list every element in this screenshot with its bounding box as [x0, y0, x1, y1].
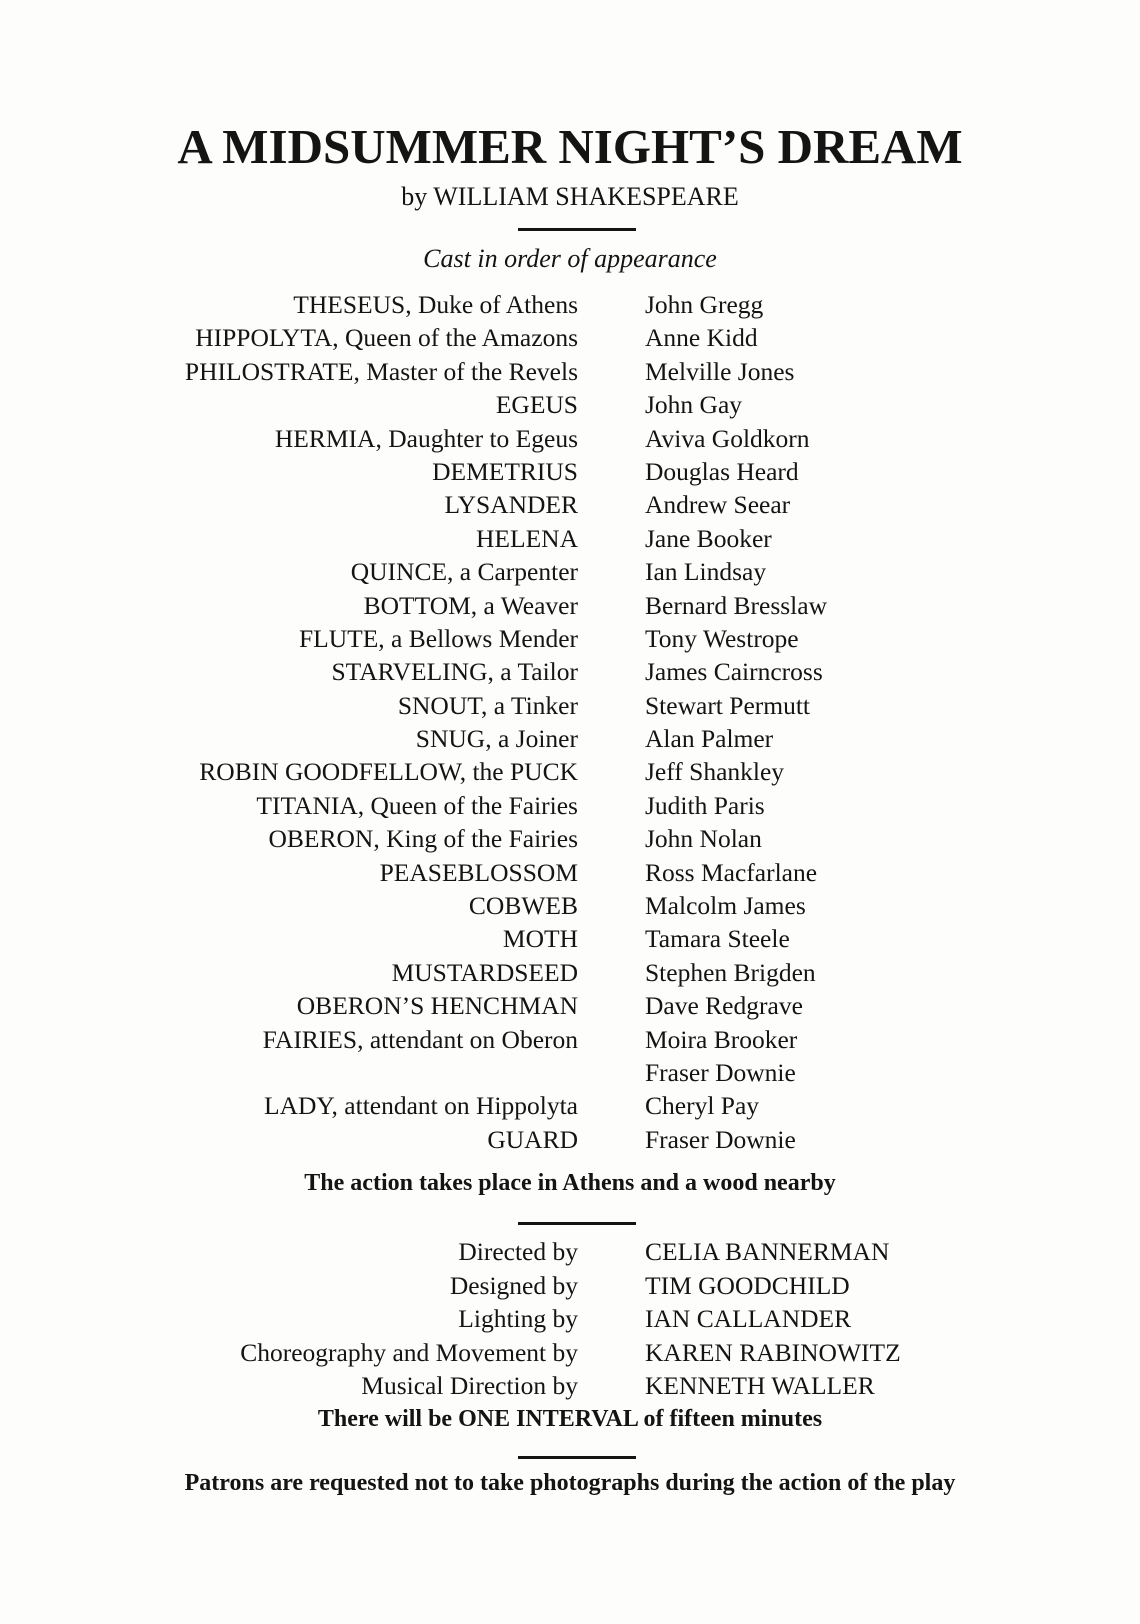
cast-row-role: BOTTOM, a Weaver — [363, 590, 578, 620]
credit-row-role: Directed by — [458, 1237, 578, 1266]
cast-row-role: HERMIA, Daughter to Egeus — [274, 423, 578, 453]
cast-row — [0, 589, 1140, 622]
cast-row-name: Stephen Brigden — [645, 957, 816, 987]
divider-rule — [518, 1456, 636, 1459]
cast-row-name: Ross Macfarlane — [645, 857, 818, 887]
cast-row-name: Aviva Goldkorn — [645, 423, 810, 453]
cast-row — [0, 989, 1140, 1022]
divider-rule — [518, 228, 636, 231]
cast-row — [0, 555, 1140, 588]
cast-row — [0, 755, 1140, 788]
cast-row — [0, 1123, 1140, 1156]
credit-row-name: IAN CALLANDER — [645, 1304, 852, 1334]
credit-row-name: KAREN RABINOWITZ — [645, 1337, 901, 1367]
cast-row-name: Malcolm James — [645, 891, 806, 921]
cast-row-name: John Gay — [645, 390, 743, 420]
cast-row-name: Tamara Steele — [645, 924, 790, 954]
cast-row — [0, 355, 1140, 388]
cast-row-name: Tony Westrope — [645, 623, 799, 653]
divider-rule — [518, 1222, 636, 1225]
cast-row-role: MUSTARDSEED — [391, 957, 578, 987]
cast-row-role: PEASEBLOSSOM — [379, 857, 578, 887]
cast-row-name: Fraser Downie — [645, 1124, 796, 1154]
cast-row-role: OBERON’S HENCHMAN — [296, 991, 578, 1021]
cast-row-role: SNUG, a Joiner — [415, 724, 578, 754]
cast-row-role: LYSANDER — [444, 490, 578, 520]
setting-note: The action takes place in Athens and a wood nearby — [304, 1170, 836, 1196]
cast-row-name: Jeff Shankley — [645, 757, 785, 787]
cast-row-name: Cheryl Pay — [645, 1091, 760, 1121]
cast-row — [0, 622, 1140, 655]
cast-row-role: HELENA — [476, 523, 578, 553]
credit-row — [0, 1336, 1140, 1370]
cast-row-name: Anne Kidd — [645, 323, 758, 353]
cast-row-role: MOTH — [502, 924, 578, 954]
cast-row-role: EGEUS — [495, 390, 578, 420]
credit-row — [0, 1235, 1140, 1269]
interval-note: There will be ONE INTERVAL of fifteen minutes — [317, 1406, 823, 1432]
cast-row — [0, 789, 1140, 822]
cast-row-role: STARVELING, a Tailor — [331, 657, 578, 687]
cast-row — [0, 1023, 1140, 1056]
cast-row — [0, 522, 1140, 555]
cast-row-name: Bernard Bresslaw — [645, 590, 827, 620]
cast-row — [0, 1089, 1140, 1122]
cast-row-name: Douglas Heard — [645, 456, 799, 486]
credit-row — [0, 1302, 1140, 1336]
cast-row-role: TITANIA, Queen of the Fairies — [256, 790, 578, 820]
cast-row — [0, 956, 1140, 989]
cast-row — [0, 822, 1140, 855]
cast-row — [0, 488, 1140, 521]
cast-row — [0, 288, 1140, 321]
cast-row — [0, 722, 1140, 755]
cast-row-role: THESEUS, Duke of Athens — [293, 290, 578, 319]
cast-row — [0, 321, 1140, 354]
cast-row-name: Judith Paris — [645, 790, 765, 820]
cast-row-role: FLUTE, a Bellows Mender — [298, 623, 578, 653]
cast-row — [0, 922, 1140, 955]
photography-note: Patrons are requested not to take photographs during the action of the play — [184, 1470, 956, 1496]
credit-row-role: Lighting by — [458, 1304, 578, 1334]
cast-row-role: OBERON, King of the Fairies — [268, 824, 578, 854]
credit-row-role: Choreography and Movement by — [240, 1337, 578, 1367]
cast-list — [0, 288, 1140, 1156]
cast-row-name: Stewart Permutt — [645, 690, 811, 720]
cast-row-role: PHILOSTRATE, Master of the Revels — [184, 356, 578, 386]
cast-row — [0, 1056, 1140, 1089]
cast-row-role: FAIRIES, attendant on Oberon — [262, 1024, 578, 1054]
author-byline: by WILLIAM SHAKESPEARE — [401, 182, 739, 211]
cast-heading: Cast in order of appearance — [423, 244, 717, 273]
cast-row-role: SNOUT, a Tinker — [397, 690, 578, 720]
cast-row-name: Jane Booker — [645, 523, 772, 553]
cast-row-name: James Cairncross — [645, 657, 823, 687]
cast-row — [0, 422, 1140, 455]
cast-row — [0, 655, 1140, 688]
cast-row — [0, 689, 1140, 722]
play-title: A MIDSUMMER NIGHT’S DREAM — [177, 119, 963, 174]
credit-row — [0, 1269, 1140, 1303]
cast-row-name: Dave Redgrave — [645, 991, 803, 1021]
credit-row-name: TIM GOODCHILD — [645, 1270, 850, 1300]
cast-row-name: Moira Brooker — [645, 1024, 798, 1054]
cast-row-role: HIPPOLYTA, Queen of the Amazons — [195, 323, 578, 353]
cast-row-role: QUINCE, a Carpenter — [350, 557, 578, 587]
cast-row — [0, 455, 1140, 488]
credit-row-role: Musical Direction by — [361, 1371, 578, 1401]
cast-row-name: Andrew Seear — [645, 490, 791, 520]
cast-row-role: DEMETRIUS — [432, 456, 578, 486]
cast-row-name: Ian Lindsay — [645, 557, 767, 587]
cast-row-role: COBWEB — [468, 891, 578, 921]
cast-row-role: LADY, attendant on Hippolyta — [264, 1091, 578, 1121]
cast-row-name: John Nolan — [645, 824, 762, 854]
cast-row-role: GUARD — [487, 1124, 578, 1154]
credit-row-role: Designed by — [449, 1270, 578, 1300]
credit-row-name: CELIA BANNERMAN — [645, 1237, 890, 1266]
credit-row-name: KENNETH WALLER — [645, 1371, 875, 1401]
cast-row — [0, 388, 1140, 421]
cast-row-name: John Gregg — [645, 290, 764, 319]
credits-list — [0, 1235, 1140, 1403]
cast-row — [0, 889, 1140, 922]
cast-row-name: Alan Palmer — [645, 724, 774, 754]
credit-row — [0, 1369, 1140, 1403]
cast-row — [0, 856, 1140, 889]
cast-row-role: ROBIN GOODFELLOW, the PUCK — [199, 757, 578, 787]
cast-row-name: Melville Jones — [645, 356, 795, 386]
cast-row-name: Fraser Downie — [645, 1057, 796, 1087]
